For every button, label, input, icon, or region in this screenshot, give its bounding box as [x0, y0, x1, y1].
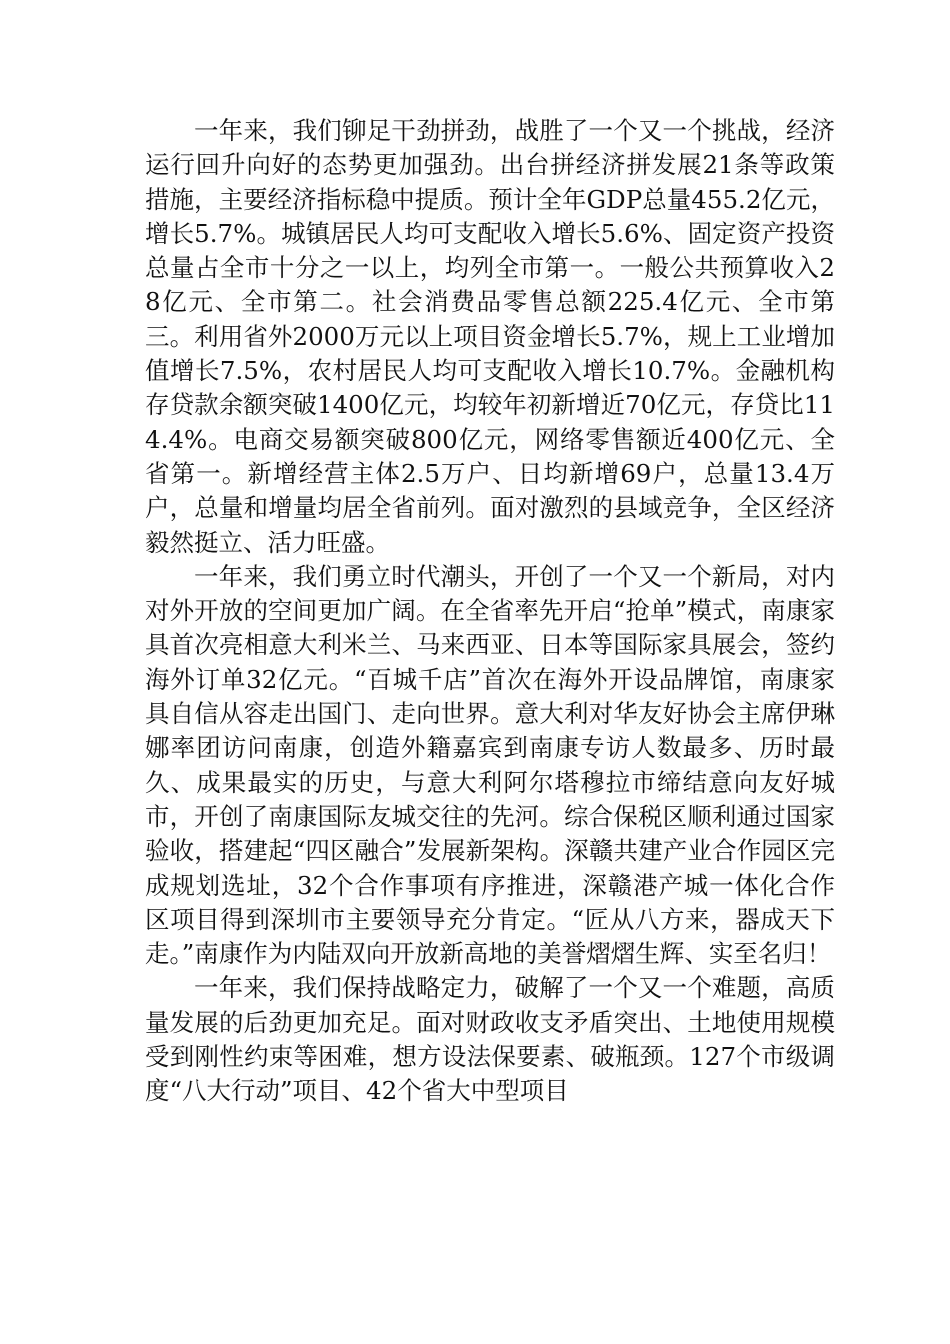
- paragraph-opening-up: 一年来，我们勇立时代潮头，开创了一个又一个新局，对内对外开放的空间更加广阔。在全省率先开启“抢单”模式，南康家具首次亮相意大利米兰、马来西亚、日本等国际家具展会，签约海外订单32亿元。“百城千店”首次在海外开设品牌馆，南康家具自信从容走出国门、走向世界。意大利对华友好协会主席伊琳娜率团访问南康，创造外籍嘉宾到南康专访人数最多、历时最久、成果最实的历史，与意大利阿尔塔穆拉市缔结意向友好城市，开创了南康国际友城交往的先河。综合保税区顺利通过国家验收，搭建起“四区融合”发展新架构。深赣共建产业合作园区完成规划选址，32个合作事项有序推进，深赣港产城一体化合作区项目得到深圳市主要领导充分肯定。“匠从八方来，器成天下走。”南康作为内陆双向开放新高地的美誉熠熠生辉、实至名归！: [145, 561, 835, 969]
- paragraph-development: 一年来，我们保持战略定力，破解了一个又一个难题，高质量发展的后劲更加充足。面对财政收支矛盾突出、土地使用规模受到刚性约束等困难，想方设法保要素、破瓶颈。127个市级调度“八大行动”项目、42个省大中型项目: [145, 973, 835, 1106]
- paragraph-economy: 一年来，我们铆足干劲拼劲，战胜了一个又一个挑战，经济运行回升向好的态势更加强劲。出台拼经济拼发展21条等政策措施，主要经济指标稳中提质。预计全年GDP总量455.2亿元，增长5.7%。城镇居民人均可支配收入增长5.6%、固定资产投资总量占全市十分之一以上，均列全市第一。一般公共预算收入28亿元、全市第二。社会消费品零售总额225.4亿元、全市第三。利用省外2000万元以上项目资金增长5.7%，规上工业增加值增长7.5%，农村居民人均可支配收入增长10.7%。金融机构存贷款余额突破1400亿元，均较年初新增近70亿元，存贷比114.4%。电商交易额突破800亿元，网络零售额近400亿元、全省第一。新增经营主体2.5万户、日均新增69户，总量13.4万户，总量和增量均居全省前列。面对激烈的县域竞争，全区经济毅然挺立、活力旺盛。: [145, 116, 835, 557]
- document-body: [145, 114, 835, 1109]
